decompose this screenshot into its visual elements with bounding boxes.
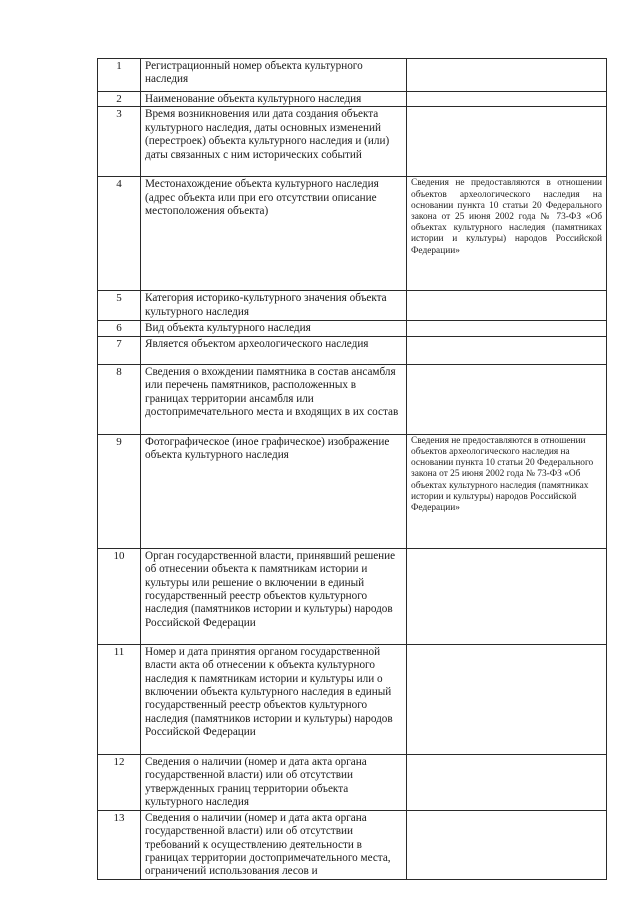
field-label: Вид объекта культурного наследия [141,321,407,336]
field-label: Номер и дата принятия органом государственной власти акта об отнесении к объекта культурного наследия к памятникам истории и культуры или о включении объекта культурного наследия в единый государственный реестр объектов культурного наследия (памятников истории и культуры) народов Российской Федерации [141,644,407,754]
heritage-register-table [97,58,607,880]
table-row [98,364,607,434]
row-number: 10 [98,548,141,644]
field-value [407,364,607,434]
field-value [407,107,607,177]
field-value [407,177,607,291]
row-number: 1 [98,59,141,92]
table-row [98,291,607,321]
table-row [98,754,607,810]
row-number: 7 [98,336,141,364]
field-value-text: Сведения не предоставляются в отношении объектов археологического наследия на основании пункта 10 статьи 20 Федерального закона от 25 июня 2002 года № 73-ФЗ «Об объектах культурного наследия (памятниках истории и культуры) народов Российской Федерации» [411,178,602,256]
table-row [98,644,607,754]
field-value [407,434,607,548]
row-number: 2 [98,92,141,107]
row-number: 8 [98,364,141,434]
field-label: Наименование объекта культурного наследия [141,92,407,107]
field-value [407,644,607,754]
field-label: Орган государственной власти, принявший решение об отнесении объекта к памятникам истории и культуры или решение о включении в единый государственный реестр объектов культурного наследия (памятников истории и культуры) народов Российской Федерации [141,548,407,644]
table-row [98,92,607,107]
field-label: Местонахождение объекта культурного наследия (адрес объекта или при его отсутствии описание местоположения объекта) [141,177,407,291]
field-value [407,291,607,321]
field-label: Является объектом археологического наследия [141,336,407,364]
field-label: Сведения о наличии (номер и дата акта органа государственной власти) или об отсутствии утвержденных границ территории объекта культурного наследия [141,754,407,810]
table-row [98,321,607,336]
row-number: 5 [98,291,141,321]
table-row [98,336,607,364]
row-number: 9 [98,434,141,548]
table-row [98,177,607,291]
field-value [407,810,607,879]
field-value [407,59,607,92]
field-value [407,336,607,364]
table-row [98,548,607,644]
field-label: Фотографическое (иное графическое) изображение объекта культурного наследия [141,434,407,548]
field-value [407,548,607,644]
field-value [407,92,607,107]
row-number: 4 [98,177,141,291]
table-row [98,434,607,548]
field-label: Сведения о вхождении памятника в состав ансамбля или перечень памятников, расположенных в границах территории ансамбля или достопримечательного места и входящих в их состав [141,364,407,434]
field-value [407,321,607,336]
field-label: Сведения о наличии (номер и дата акта органа государственной власти) или об отсутствии требований к осуществлению деятельности в границах территории достопримечательного места, ограничений использования лесов и [141,810,407,879]
table-row [98,59,607,92]
row-number: 13 [98,810,141,879]
field-value-text: Сведения не предоставляются в отношении объектов археологического наследия на основании пункта 10 статьи 20 Федерального закона от 25 июня 2002 года № 73-ФЗ «Об объектах культурного наследия (памятниках истории и культуры) народов Российской Федерации» [411,435,594,514]
field-label: Регистрационный номер объекта культурного наследия [141,59,407,92]
row-number: 6 [98,321,141,336]
row-number: 11 [98,644,141,754]
table-row [98,810,607,879]
table-row [98,107,607,177]
field-label: Время возникновения или дата создания объекта культурного наследия, даты основных изменений (перестроек) объекта культурного наследия и (или) даты связанных с ним исторических событий [141,107,407,177]
field-label: Категория историко-культурного значения объекта культурного наследия [141,291,407,321]
field-value [407,754,607,810]
row-number: 12 [98,754,141,810]
row-number: 3 [98,107,141,177]
